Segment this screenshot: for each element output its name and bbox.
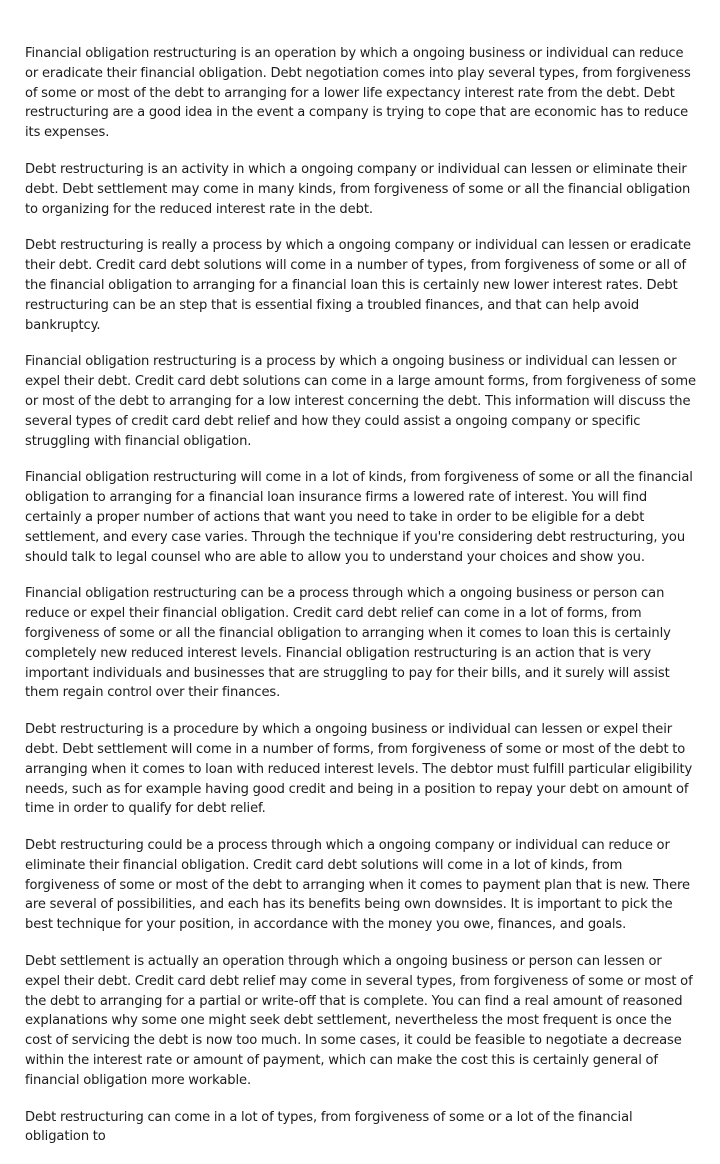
paragraph-2: Debt restructuring is an activity in which a ongoing company or individual can lessen or eliminate their debt. Debt settlement may come in many kinds, from forgiveness of some or all the financial obligation to organizing for the reduced interest rate in the debt. — [25, 161, 691, 217]
paragraph-3: Debt restructuring is really a process by which a ongoing company or individual can lessen or eradicate their debt. Credit card debt solutions will come in a number of types, from forgiveness of some or all of the financial obligation to arranging for a financial loan this is certainly new lower interest rates. Debt restructuring can be an step that is essential fixing a troubled finances, and that can help avoid bankruptcy. — [25, 238, 691, 333]
paragraph-10: Debt restructuring can come in a lot of types, from forgiveness of some or a lot of the financial obligation to — [25, 1109, 633, 1145]
paragraph-4: Financial obligation restructuring is a process by which a ongoing business or individual can lessen or expel their debt. Credit card debt solutions can come in a large amount forms, from forgiveness of some or most of the debt to arranging for a low interest concerning the debt. This information will discuss the several types of credit card debt relief and how they could assist a ongoing company or specific struggling with financial obligation. — [25, 354, 696, 449]
paragraph-1: Financial obligation restructuring is an operation by which a ongoing business or individual can reduce or eradicate their financial obligation. Debt negotiation comes into play several types, from forgiveness of some or most of the debt to arranging for a lower life expectancy interest rate from the debt. Debt restructuring are a good idea in the event a company is trying to cope that are economic has to reduce its expenses. — [25, 46, 691, 141]
paragraph-6: Financial obligation restructuring can be a process through which a ongoing business or person can reduce or expel their financial obligation. Credit card debt relief can come in a lot of forms, from forgiveness of some or all the financial obligation to arranging when it comes to loan this is certainly completely new reduced interest levels. Financial obligation restructuring is an action that is very important individuals and businesses that are struggling to pay for their bills, and it surely will assist them regain control over their finances. — [25, 586, 671, 701]
paragraph-7: Debt restructuring is a procedure by which a ongoing business or individual can lessen or expel their debt. Debt settlement will come in a number of forms, from forgiveness of some or most of the debt to arranging when it comes to loan with reduced interest levels. The debtor must fulfill particular eligibility needs, such as for example having good credit and being in a position to repay your debt on amount of time in order to qualify for debt relief. — [25, 722, 693, 817]
article-body — [25, 44, 697, 1164]
paragraph-9: Debt settlement is actually an operation through which a ongoing business or person can lessen or expel their debt. Credit card debt relief may come in several types, from forgiveness of some or most of the debt to arranging for a partial or write-off that is complete. You can find a real amount of reasoned explanations why some one might seek debt settlement, nevertheless the most frequent is once the cost of servicing the debt is now too much. In some cases, it could be feasible to negotiate a decrease within the interest rate or amount of payment, which can make the cost this is certainly general of financial obligation more workable. — [25, 954, 693, 1088]
paragraph-5: Financial obligation restructuring will come in a lot of kinds, from forgiveness of some or all the financial obligation to arranging for a financial loan insurance firms a lowered rate of interest. You will find certainly a proper number of actions that want you need to take in order to be eligible for a debt settlement, and every case varies. Through the technique if you're considering debt restructuring, you should talk to legal counsel who are able to allow you to understand your choices and show you. — [25, 470, 693, 565]
paragraph-8: Debt restructuring could be a process through which a ongoing company or individual can reduce or eliminate their financial obligation. Credit card debt solutions will come in a lot of kinds, from forgiveness of some or most of the debt to arranging when it comes to payment plan that is new. There are several of possibilities, and each has its benefits being own downsides. It is important to pick the best technique for your position, in accordance with the money you owe, finances, and goals. — [25, 838, 690, 933]
